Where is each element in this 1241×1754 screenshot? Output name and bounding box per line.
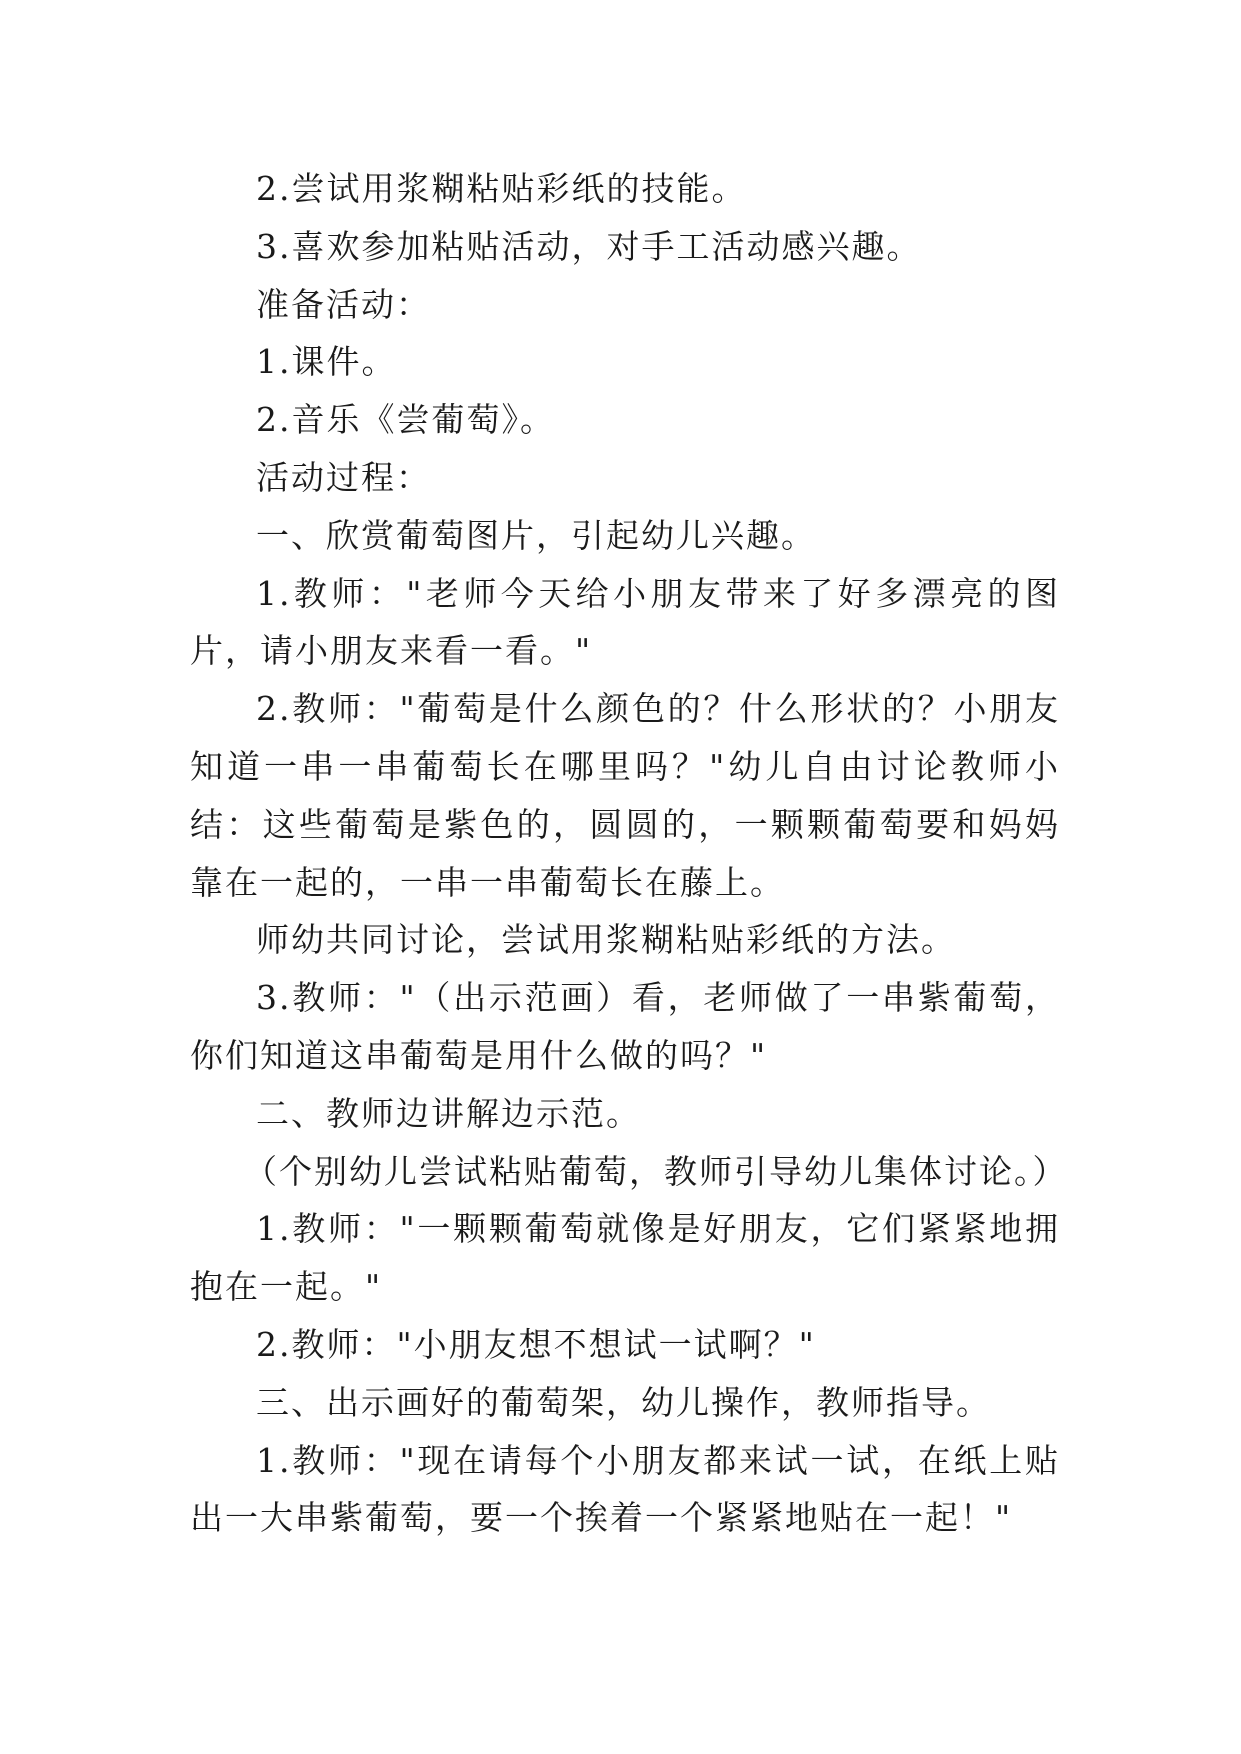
paragraph: 1.课件。 (256, 342, 397, 382)
section-heading: 三、出示画好的葡萄架，幼儿操作，教师指导。 (256, 1382, 991, 1422)
section-heading: 二、教师边讲解边示范。 (256, 1093, 641, 1133)
document-body (190, 160, 1068, 1547)
section-heading: 一、欣赏葡萄图片，引起幼儿兴趣。 (256, 515, 816, 555)
paragraph: 3.喜欢参加粘贴活动，对手工活动感兴趣。 (256, 226, 922, 266)
paragraph: 2.尝试用浆糊粘贴彩纸的技能。 (256, 169, 747, 208)
paragraph: 2.音乐《尝葡萄》。 (256, 400, 555, 440)
section-heading: 准备活动： (256, 284, 431, 324)
paragraph: 2.教师："葡萄是什么颜色的？什么形状的？小朋友知道一串一串葡萄长在哪里吗？"幼儿自由讨论教师小结：这些葡萄是紫色的，圆圆的，一颗颗葡萄要和妈妈靠在一起的，一串一串葡萄长在藤上。 (190, 689, 1060, 902)
paragraph: 1.教师："现在请每个小朋友都来试一试，在纸上贴出一大串紫葡萄，要一个挨着一个紧紧地贴在一起！" (190, 1440, 1060, 1538)
paragraph: 师幼共同讨论，尝试用浆糊粘贴彩纸的方法。 (256, 920, 956, 960)
paragraph: 3.教师："（出示范画）看，老师做了一串紫葡萄，你们知道这串葡萄是用什么做的吗？" (190, 978, 1060, 1075)
paragraph: （个别幼儿尝试粘贴葡萄，教师引导幼儿集体讨论。） (244, 1151, 1068, 1191)
paragraph: 1.教师："老师今天给小朋友带来了好多漂亮的图片，请小朋友来看一看。" (190, 573, 1060, 671)
paragraph: 1.教师："一颗颗葡萄就像是好朋友，它们紧紧地拥抱在一起。" (190, 1209, 1060, 1307)
section-heading: 活动过程： (256, 457, 431, 497)
paragraph: 2.教师："小朋友想不想试一试啊？" (256, 1324, 816, 1364)
